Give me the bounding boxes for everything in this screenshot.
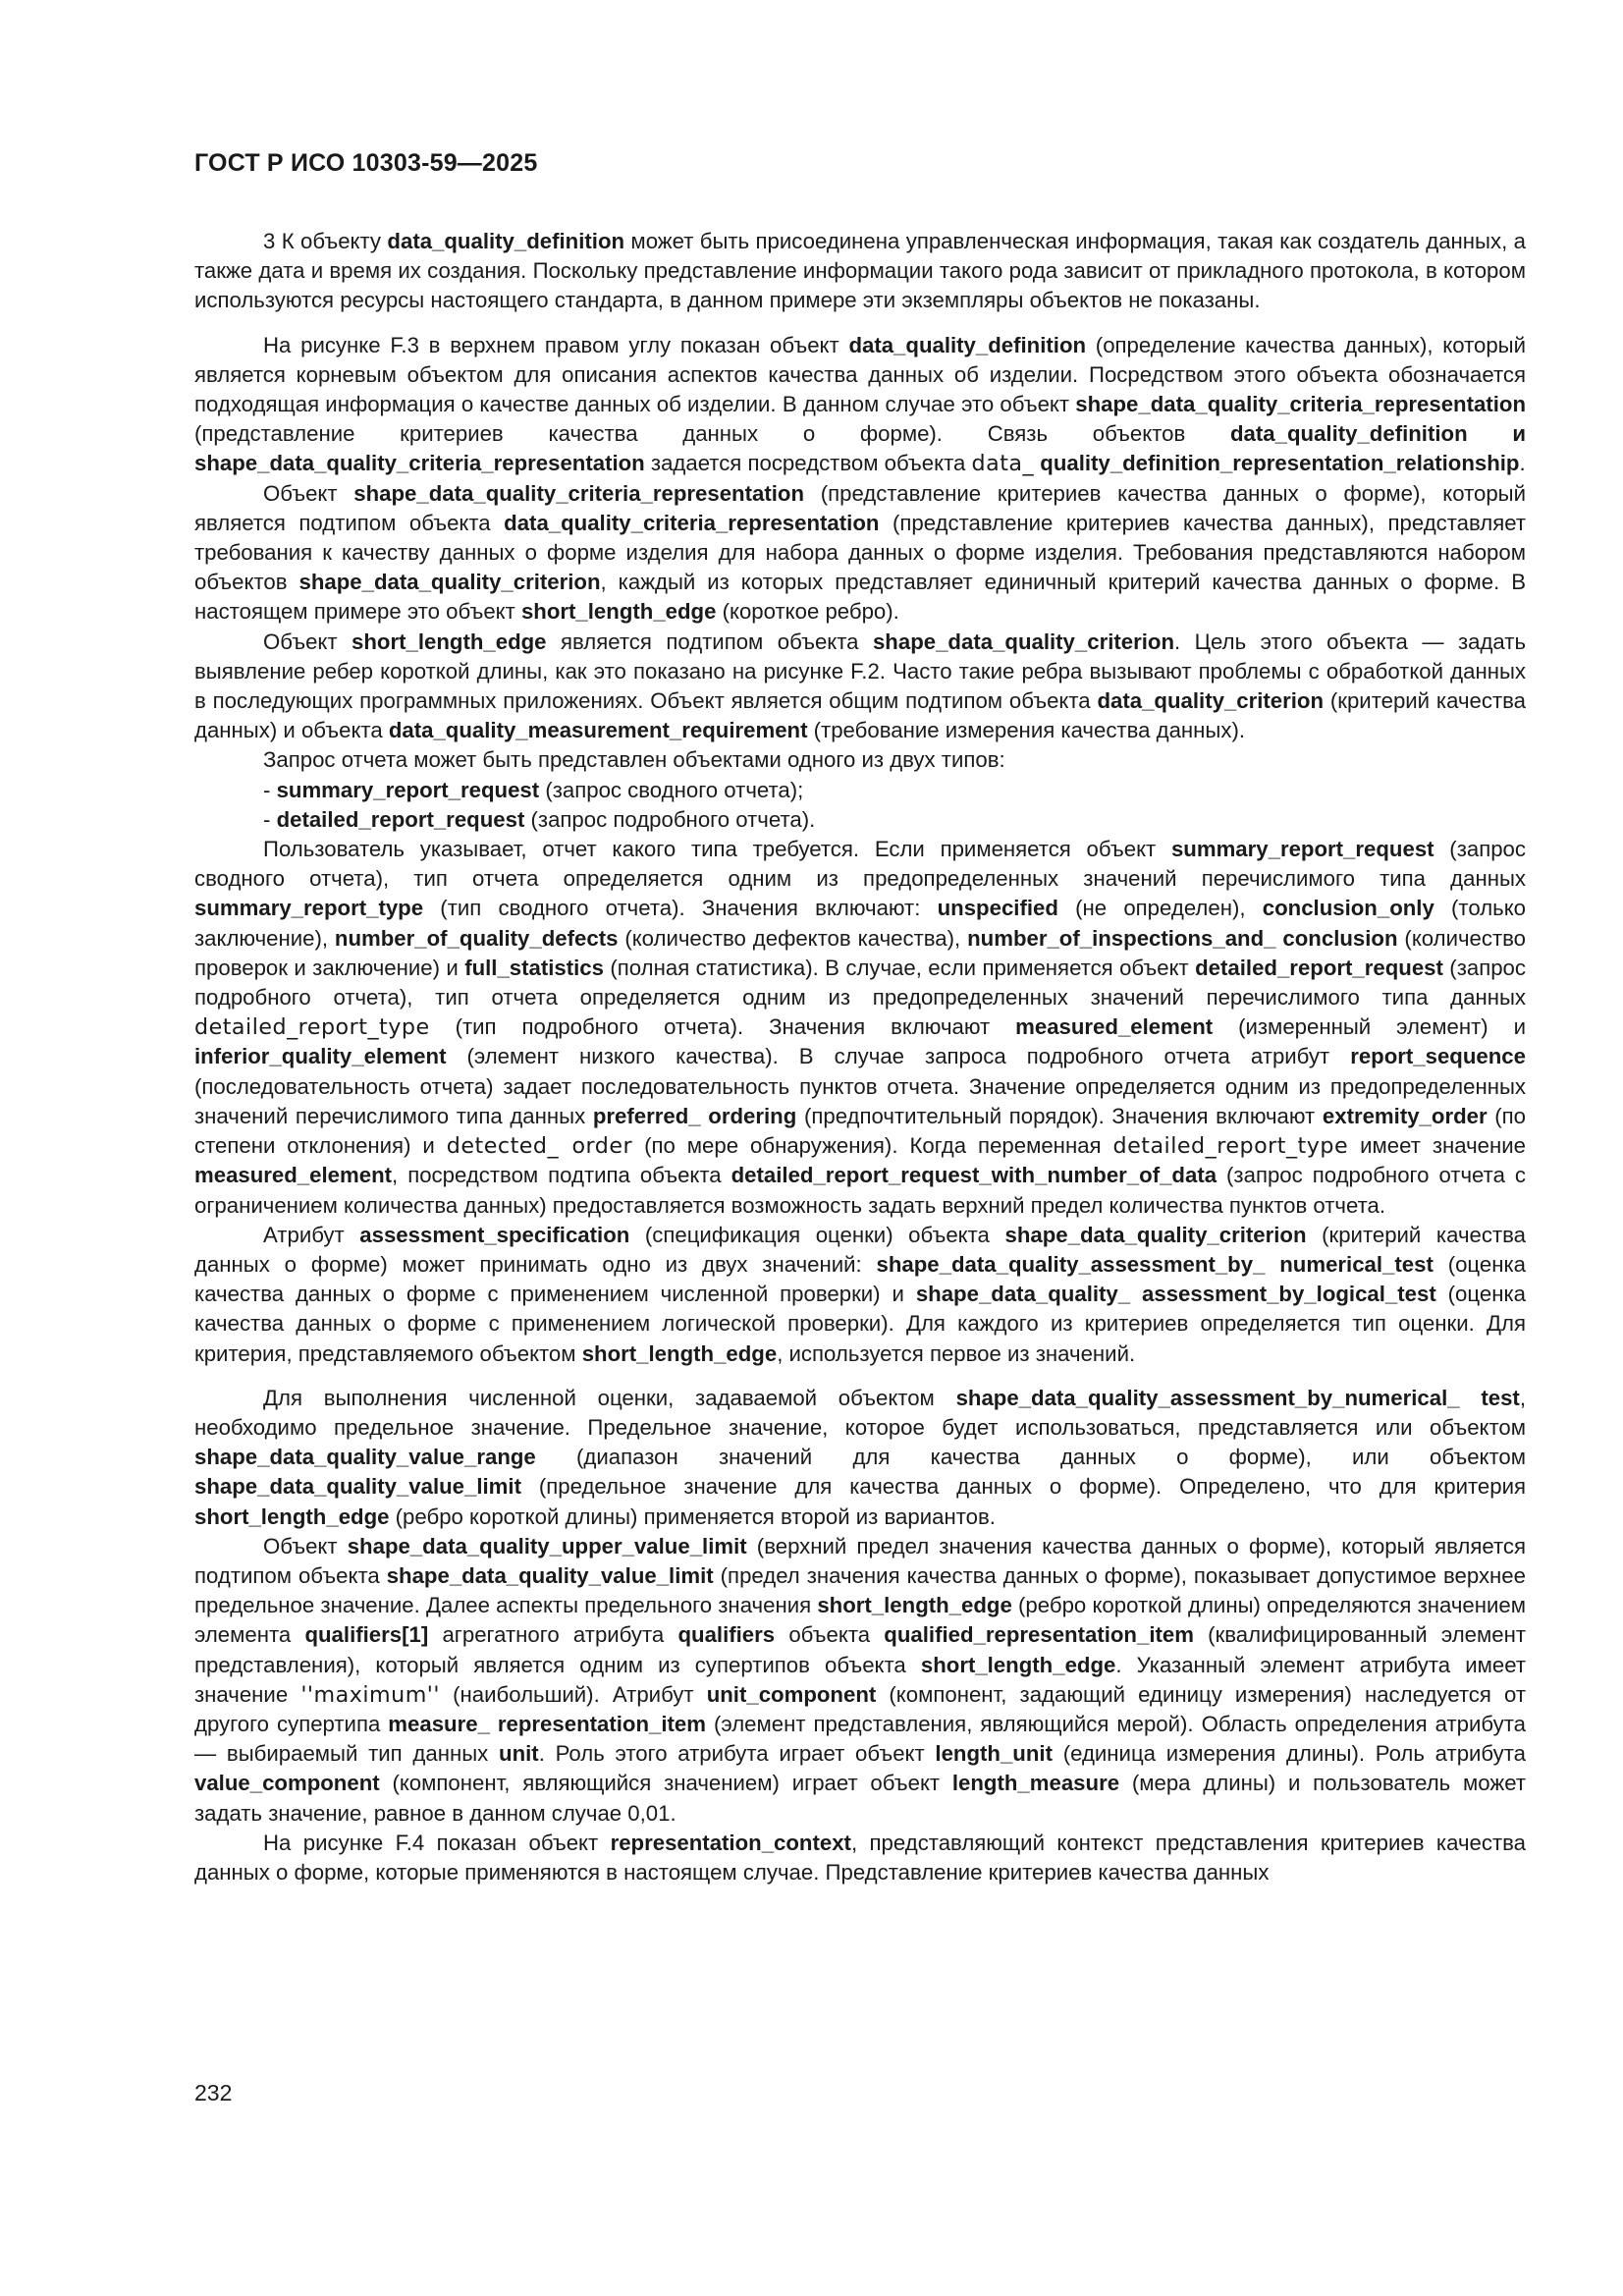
text-run: (количество проверок и заключение) и bbox=[194, 925, 1526, 980]
text-run: - bbox=[263, 777, 277, 802]
text-run: (ребро короткой длины) применяется второй из вариантов. bbox=[389, 1503, 996, 1529]
entity-name: length_unit bbox=[935, 1741, 1053, 1767]
code-term: detected_ order bbox=[446, 1133, 633, 1160]
entity-name: unit_component bbox=[706, 1681, 877, 1707]
text-run: (наибольший). Атрибут bbox=[440, 1681, 707, 1707]
text-run: (спецификация оценки) объекта bbox=[629, 1222, 1005, 1247]
entity-name: shape_data_quality_criteria_representation bbox=[1075, 392, 1526, 417]
text-run: (полная статистика). В случае, если применяется объект bbox=[604, 955, 1196, 980]
text-run: (требование измерения качества данных). bbox=[807, 718, 1246, 743]
text-run: имеет значение bbox=[1348, 1133, 1526, 1159]
text-run: (измеренный элемент) и bbox=[1213, 1014, 1526, 1040]
entity-name: shape_data_quality_criterion bbox=[1004, 1222, 1307, 1247]
text-run: (оценка качества данных о форме с применением логической проверки). Для каждого из критериев определяется тип оценки. Для критерия, представляемого объектом bbox=[194, 1282, 1526, 1366]
entity-name: data_quality_definition bbox=[387, 229, 625, 253]
text-run: агрегатного атрибута bbox=[428, 1622, 678, 1648]
text-run: (диапазон значений для качества данных о форме), или объектом bbox=[535, 1445, 1526, 1470]
entity-name: short_length_edge bbox=[817, 1593, 1012, 1618]
entity-name: shape_data_quality_criterion bbox=[298, 570, 601, 595]
entity-name: shape_data_quality_criterion bbox=[872, 629, 1175, 654]
text-run: (компонент, являющийся значением) играет объект bbox=[379, 1771, 952, 1796]
code-term: detailed_report_type bbox=[194, 1014, 430, 1041]
text-run: 3 К объекту bbox=[263, 229, 388, 253]
entity-name: summary_report_request bbox=[276, 777, 540, 802]
entity-name: inferior_quality_element bbox=[194, 1044, 447, 1069]
text-run: Объект bbox=[263, 1533, 348, 1558]
entity-name: shape_data_quality_assessment_by_numerical_ test bbox=[955, 1385, 1520, 1410]
text-run: (последовательность отчета) задает последовательность пунктов отчета. Значение определяется одним из предопределенных значений перечислимого типа данных bbox=[194, 1073, 1526, 1128]
entity-name: unit bbox=[499, 1741, 539, 1767]
text-run: Атрибут bbox=[263, 1222, 360, 1247]
text-run: , используется первое из значений. bbox=[777, 1340, 1136, 1366]
entity-name: full_statistics bbox=[464, 955, 604, 980]
entity-name: shape_data_quality_value_limit bbox=[386, 1562, 714, 1588]
entity-name: detailed_report_request_with_number_of_data bbox=[730, 1163, 1217, 1188]
text-run: (квалифицированный элемент представления), который является одним из супертипов объекта bbox=[194, 1622, 1526, 1677]
text-run: (количество дефектов качества), bbox=[618, 925, 968, 951]
text-run: - bbox=[263, 806, 277, 832]
text-run: (предпочтительный порядок). Значения включают bbox=[796, 1103, 1323, 1128]
text-run: (представление критериев качества данных), представляет требования к качеству данных о форме изделия для набора данных о форме изделия. Требования представляются набором объектов bbox=[194, 510, 1527, 595]
code-term: detailed_report_type bbox=[1112, 1133, 1349, 1160]
entity-name: number_of_inspections_and_ conclusion bbox=[967, 925, 1398, 951]
entity-name: value_component bbox=[194, 1771, 380, 1796]
entity-name: data_quality_definition и shape_data_quality_criteria_representation bbox=[194, 421, 1526, 476]
paragraph-p12 bbox=[194, 1829, 1526, 1887]
text-run: (запрос подробного отчета с ограничением количества данных) предоставляется возможность задать верхний предел количества пунктов отчета. bbox=[194, 1163, 1526, 1218]
text-run: На рисунке F.4 показан объект bbox=[263, 1830, 611, 1855]
text-run: (определение качества данных), который является корневым объектом для описания аспектов качества данных об изделии. Посредством этого объекта обозначается подходящая информация о качестве данных об изделии. В данном случае это объект bbox=[194, 332, 1526, 417]
text-run: (запрос сводного отчета); bbox=[539, 777, 804, 802]
entity-name: conclusion_only bbox=[1262, 896, 1434, 921]
entity-name: short_length_edge bbox=[520, 599, 717, 625]
text-run: , каждый из которых представляет единичный критерий качества данных о форме. В настоящем примере это объект bbox=[194, 570, 1526, 625]
text-run: (запрос сводного отчета), тип отчета определяется одним из предопределенных значений перечислимого типа данных bbox=[194, 837, 1526, 892]
text-run: (верхний предел значения качества данных о форме), который является подтипом объекта bbox=[194, 1533, 1527, 1588]
entity-name: data_quality_measurement_requirement bbox=[388, 718, 808, 743]
paragraph-p2 bbox=[194, 331, 1526, 479]
entity-name: representation_context bbox=[610, 1830, 851, 1855]
text-run: Запрос отчета может быть представлен объектами одного из двух типов: bbox=[263, 747, 1005, 773]
text-run: (представление критериев качества данных о форме), который является подтипом объекта bbox=[194, 480, 1527, 535]
paragraph-p6 bbox=[194, 776, 1526, 805]
paragraph-p9 bbox=[194, 1221, 1526, 1369]
entity-name: qualifiers[1] bbox=[304, 1622, 429, 1648]
text-run: . bbox=[1519, 451, 1526, 476]
text-run: Объект bbox=[263, 480, 354, 506]
text-run: (компонент, задающий единицу измерения) наследуется от другого супертипа bbox=[194, 1681, 1527, 1736]
text-run: (не определен), bbox=[1057, 896, 1263, 921]
paragraph-p3 bbox=[194, 479, 1526, 628]
text-run: (элемент низкого качества). В случае запроса подробного отчета атрибут bbox=[446, 1044, 1351, 1069]
text-run: (единица измерения длины). Роль атрибута bbox=[1052, 1741, 1526, 1767]
entity-name: short_length_edge bbox=[920, 1652, 1116, 1677]
text-run: задается посредством объекта bbox=[644, 451, 972, 476]
entity-name: report_sequence bbox=[1350, 1044, 1526, 1069]
text-run: Объект bbox=[263, 629, 352, 654]
text-run: , представляющий контекст представления критериев качества данных о форме, которые применяются в настоящем случае. Представление критериев качества данных bbox=[194, 1830, 1527, 1885]
entity-name: data_quality_definition bbox=[848, 332, 1087, 357]
paragraph-p7 bbox=[194, 805, 1526, 835]
entity-name: qualified_representation_item bbox=[884, 1622, 1194, 1648]
entity-name: assessment_specification bbox=[359, 1222, 630, 1247]
entity-name: measured_element bbox=[1015, 1014, 1214, 1040]
text-run: (запрос подробного отчета), тип отчета определяется одним из предопределенных значений перечислимого типа данных bbox=[194, 955, 1526, 1011]
text-run: (по мере обнаружения). Когда переменная bbox=[632, 1133, 1113, 1159]
text-run: Пользователь указывает, отчет какого типа требуется. Если применяется объект bbox=[263, 837, 1171, 862]
text-run: (запрос подробного отчета). bbox=[524, 806, 816, 832]
text-run: может быть присоединена управленческая информация, такая как создатель данных, а также дата и время их создания. Поскольку представление информации такого рода зависит от прикладного протокола, в котором используются ресурсы настоящего стандарта, в данном примере эти экземпляры объектов не показаны. bbox=[194, 229, 1526, 313]
text-run: (критерий качества данных о форме) может принимать одно из двух значений: bbox=[194, 1222, 1526, 1277]
entity-name: detailed_report_request bbox=[1195, 955, 1443, 980]
page-number: 232 bbox=[194, 2080, 233, 2105]
entity-name: summary_report_type bbox=[194, 896, 424, 921]
entity-name: measured_element bbox=[194, 1163, 393, 1188]
paragraph-p8 bbox=[194, 835, 1526, 1221]
text-run: . Цель этого объекта — задать выявление ребер короткой длины, как это показано на рисунке F.2. Часто такие ребра вызывают проблемы с обработкой данных в последующих программных приложениях. Объект является общим подтипом объекта bbox=[194, 629, 1526, 714]
text-run: . Роль этого атрибута играет объект bbox=[538, 1741, 936, 1767]
code-term: ''maximum'' bbox=[300, 1681, 441, 1708]
entity-name: shape_data_quality_ assessment_by_logical_test bbox=[915, 1282, 1436, 1307]
text-run: (ребро короткой длины) определяются значением элемента bbox=[194, 1593, 1526, 1648]
paragraph-p11 bbox=[194, 1532, 1526, 1829]
text-run: (по степени отклонения) и bbox=[194, 1103, 1527, 1159]
text-run: (мера длины) и пользователь может задать значение, равное в данном случае 0,01. bbox=[194, 1771, 1526, 1826]
text-run: (предел значения качества данных о форме), показывает допустимое верхнее предельное значение. Далее аспекты предельного значения bbox=[194, 1562, 1526, 1618]
text-run: , посредством подтипа объекта bbox=[392, 1163, 731, 1188]
entity-name: shape_data_quality_upper_value_limit bbox=[347, 1533, 747, 1558]
text-run: является подтипом объекта bbox=[546, 629, 873, 654]
text-run: (тип подробного отчета). Значения включают bbox=[429, 1014, 1016, 1040]
entity-name: unspecified bbox=[937, 896, 1058, 921]
text-run: (только заключение), bbox=[194, 896, 1526, 951]
entity-name: extremity_order bbox=[1322, 1103, 1488, 1128]
entity-name: short_length_edge bbox=[581, 1340, 778, 1366]
entity-name: data_quality_criterion bbox=[1097, 688, 1325, 714]
entity-name: length_measure bbox=[951, 1771, 1120, 1796]
entity-name: detailed_report_request bbox=[276, 806, 525, 832]
text-run: (критерий качества данных) и объекта bbox=[194, 688, 1526, 743]
text-run: На рисунке F.3 в верхнем правом углу показан объект bbox=[263, 332, 849, 357]
entity-name: shape_data_quality_assessment_by_ numerical_test bbox=[876, 1251, 1434, 1277]
text-run: Для выполнения численной оценки, задаваемой объектом bbox=[263, 1385, 956, 1410]
text-run: (тип сводного отчета). Значения включают: bbox=[423, 896, 938, 921]
paragraph-p10 bbox=[194, 1384, 1526, 1532]
entity-name: shape_data_quality_value_range bbox=[194, 1445, 536, 1470]
entity-name: preferred_ ordering bbox=[592, 1103, 797, 1128]
entity-name: shape_data_quality_value_limit bbox=[194, 1474, 521, 1500]
text-run: (представление критериев качества данных о форме). Связь объектов bbox=[194, 421, 1230, 447]
entity-name: quality_definition_representation_relationship bbox=[1040, 451, 1520, 476]
entity-name: number_of_quality_defects bbox=[334, 925, 619, 951]
text-run: , необходимо предельное значение. Предельное значение, которое будет использоваться, представляется или объектом bbox=[194, 1385, 1526, 1440]
entity-name: short_length_edge bbox=[194, 1503, 390, 1529]
paragraph-p1 bbox=[194, 227, 1526, 316]
document-body bbox=[194, 227, 1526, 1887]
text-run: объекта bbox=[775, 1622, 885, 1648]
text-run: . Указанный элемент атрибута имеет значение bbox=[194, 1652, 1526, 1707]
text-run: (оценка качества данных о форме с применением численной проверки) и bbox=[194, 1251, 1527, 1307]
entity-name: data_quality_criteria_representation bbox=[504, 510, 880, 535]
code-term: data_ bbox=[971, 451, 1035, 477]
page-header-title: ГОСТ Р ИСО 10303-59—2025 bbox=[194, 149, 538, 177]
entity-name: short_length_edge bbox=[352, 629, 547, 654]
entity-name: qualifiers bbox=[677, 1622, 776, 1648]
paragraph-p4 bbox=[194, 628, 1526, 746]
text-run: (предельное значение для качества данных о форме). Определено, что для критерия bbox=[520, 1474, 1526, 1500]
entity-name: shape_data_quality_criteria_representation bbox=[353, 480, 804, 506]
text-run: (короткое ребро). bbox=[716, 599, 899, 625]
paragraph-p5 bbox=[194, 745, 1526, 775]
entity-name: summary_report_request bbox=[1170, 837, 1434, 862]
entity-name: measure_ representation_item bbox=[388, 1711, 706, 1736]
text-run: (элемент представления, являющийся мерой). Область определения атрибута — выбираемый тип данных bbox=[194, 1711, 1526, 1767]
